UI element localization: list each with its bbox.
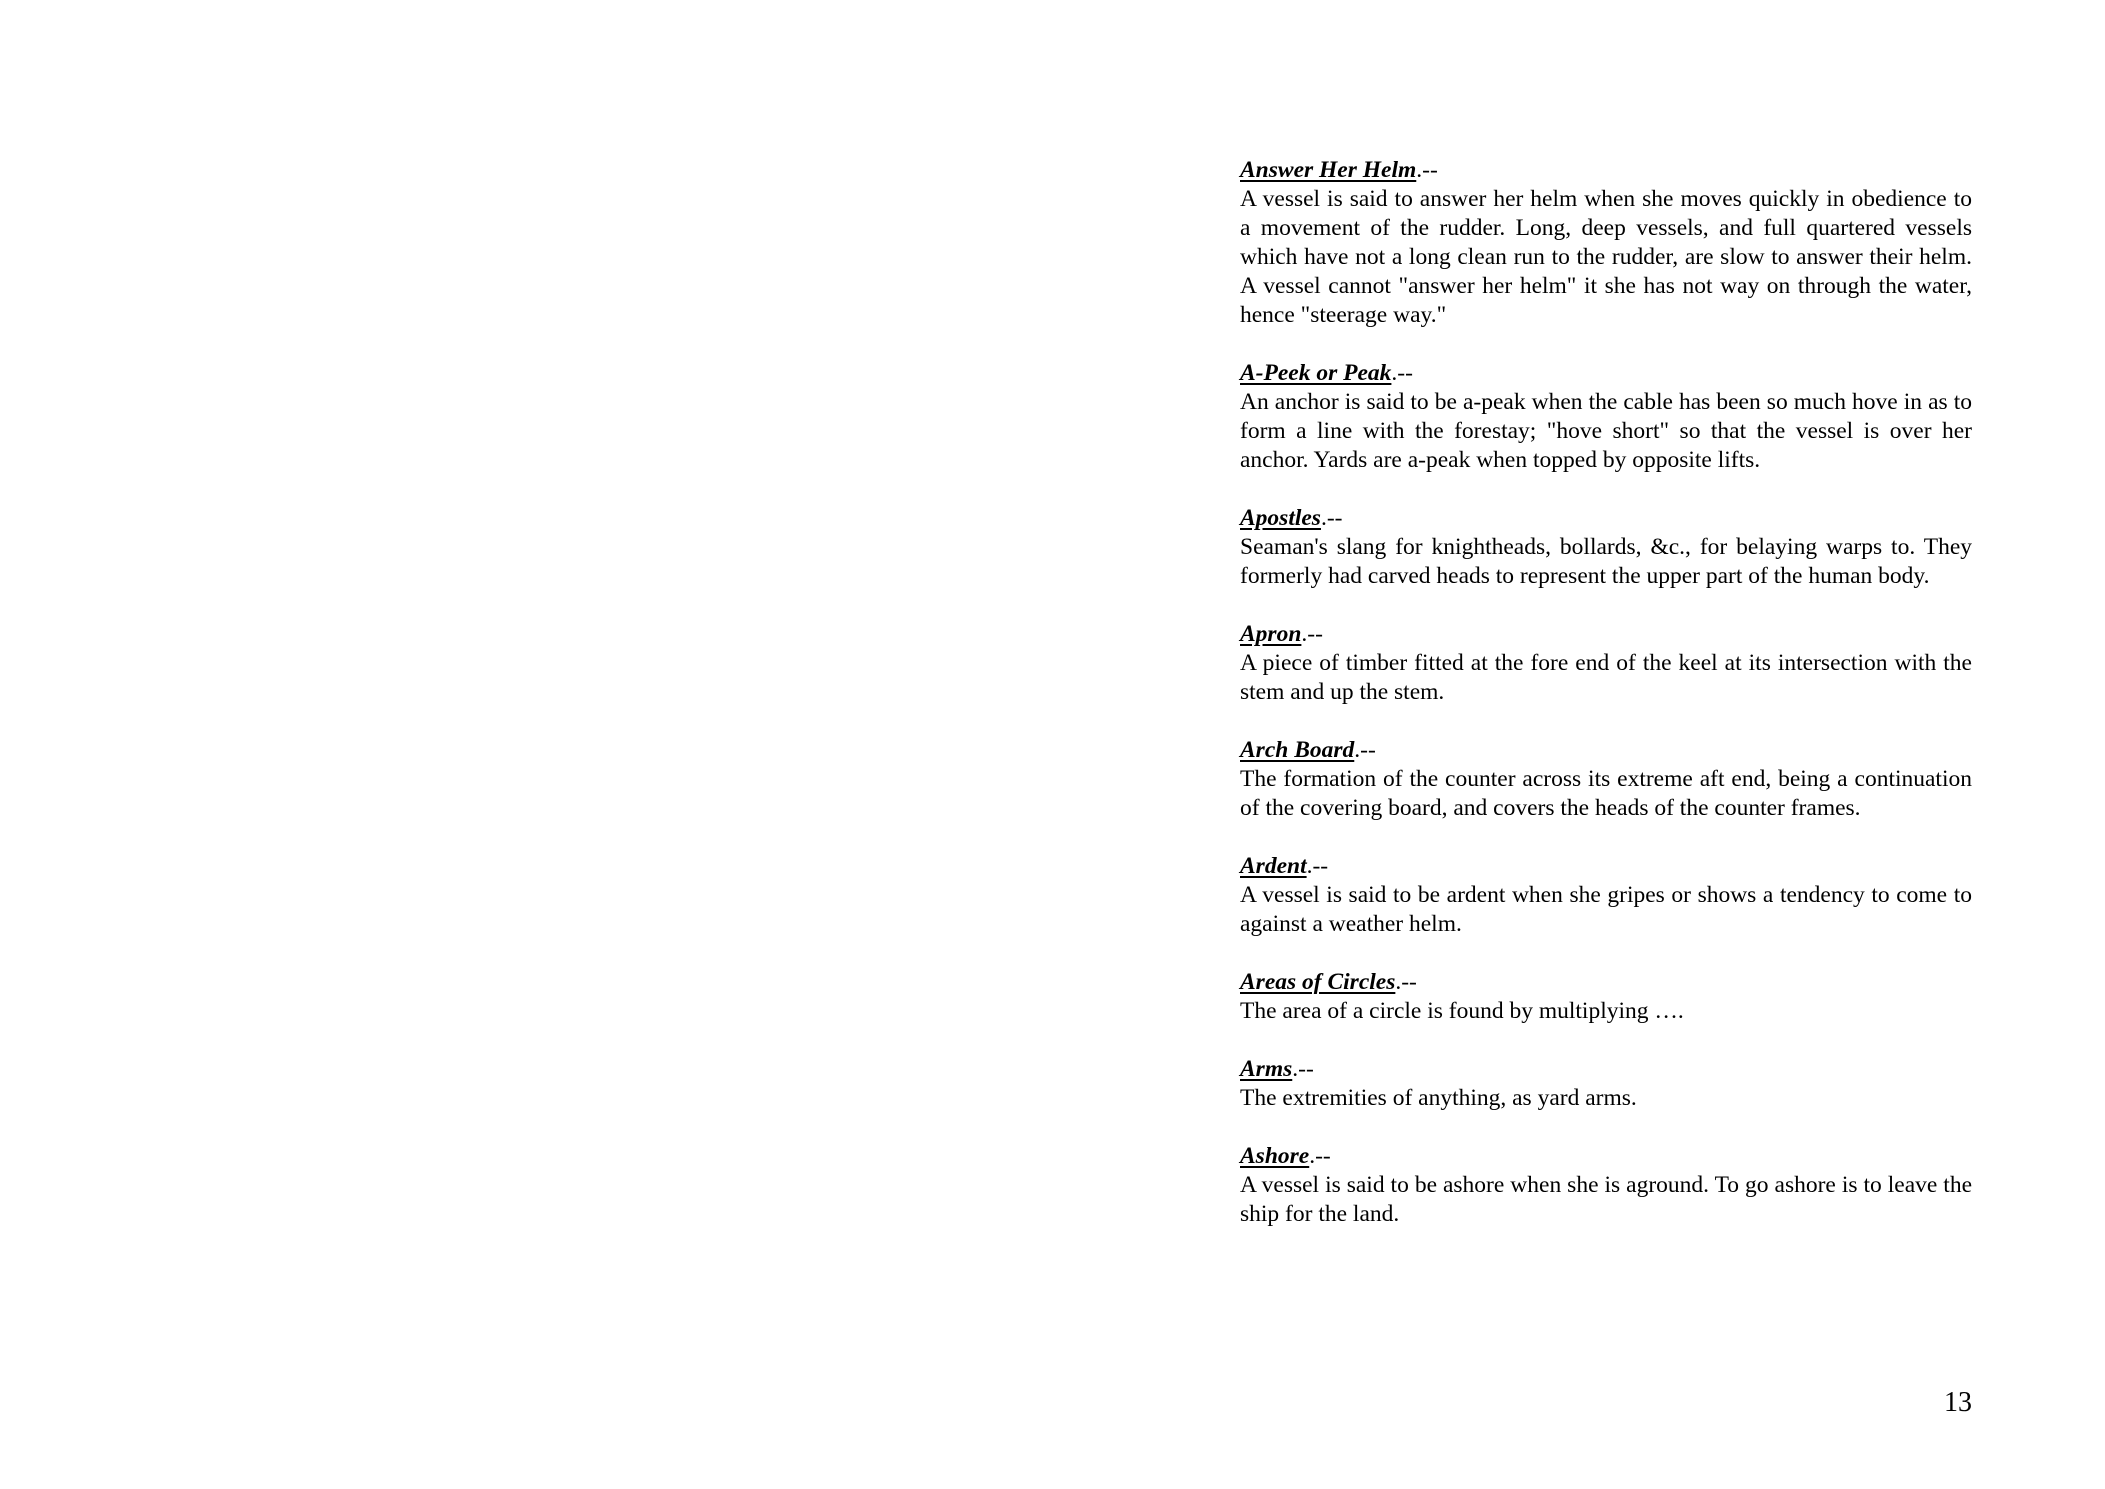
glossary-entry-areas-of-circles xyxy=(1240,968,1972,1026)
glossary-entry-apron xyxy=(1240,620,1972,707)
glossary-entry-ardent xyxy=(1240,852,1972,939)
entry-term: Apostles xyxy=(1240,505,1321,531)
entry-term: Apron xyxy=(1240,621,1302,647)
entry-term-suffix: .-- xyxy=(1391,360,1413,386)
entry-definition: The extremities of anything, as yard arms. xyxy=(1240,1085,1637,1111)
entry-term: Answer Her Helm xyxy=(1240,157,1417,183)
entry-term: Ardent xyxy=(1240,853,1307,879)
entry-term-suffix: .-- xyxy=(1309,1143,1331,1169)
glossary-column xyxy=(1240,156,1972,1258)
entry-term: Areas of Circles xyxy=(1240,969,1396,995)
glossary-entry-arms xyxy=(1240,1055,1972,1113)
entry-heading xyxy=(1240,968,1972,997)
entry-term-suffix: .-- xyxy=(1320,505,1343,531)
entry-term: Arch Board xyxy=(1240,737,1355,763)
entry-heading xyxy=(1240,156,1972,185)
entry-heading xyxy=(1240,620,1972,649)
entry-definition: Seaman's slang for knightheads, bollards, &c., for belaying warps to. They formerly had carved heads to represent the upper part of the human body. xyxy=(1240,534,1972,589)
entry-definition: A vessel is said to answer her helm when she moves quickly in obedience to a movement of the rudder. Long, deep vessels, and full quartered vessels which have not a long clean run to the rudder, are slow to answer their helm. A vessel cannot "answer her helm" it she has not way on through the water, hence "steerage way." xyxy=(1240,186,1972,328)
entry-definition: A vessel is said to be ashore when she is aground. To go ashore is to leave the ship for the land. xyxy=(1240,1172,1972,1227)
glossary-entry-a-peek-or-peak xyxy=(1240,359,1972,475)
entry-term-suffix: .-- xyxy=(1416,157,1438,183)
entry-term-suffix: .-- xyxy=(1292,1056,1314,1082)
entry-heading xyxy=(1240,504,1972,533)
entry-term-suffix: .-- xyxy=(1301,621,1323,647)
entry-heading xyxy=(1240,852,1972,881)
entry-heading xyxy=(1240,1055,1972,1084)
entry-definition: A piece of timber fitted at the fore end of the keel at its intersection with the stem and up the stem. xyxy=(1240,650,1972,705)
entry-heading xyxy=(1240,1142,1972,1171)
entry-term: A-Peek or Peak xyxy=(1240,360,1392,386)
entry-heading xyxy=(1240,736,1972,765)
entry-heading xyxy=(1240,359,1972,388)
page-number: 13 xyxy=(1944,1387,1972,1418)
entry-term-suffix: .-- xyxy=(1395,969,1417,995)
entry-definition: The formation of the counter across its extreme aft end, being a continuation of the covering board, and covers the heads of the counter frames. xyxy=(1240,766,1972,821)
entry-term-suffix: .-- xyxy=(1354,737,1376,763)
entry-term: Arms xyxy=(1240,1056,1293,1082)
entry-term: Ashore xyxy=(1240,1143,1310,1169)
entry-definition: The area of a circle is found by multiplying …. xyxy=(1240,998,1684,1024)
entry-term-suffix: .-- xyxy=(1306,853,1329,879)
glossary-entry-ashore xyxy=(1240,1142,1972,1229)
entry-definition: An anchor is said to be a-peak when the cable has been so much hove in as to form a line with the forestay; "hove short" so that the vessel is over her anchor. Yards are a-peak when topped by opposite lifts. xyxy=(1240,389,1972,473)
glossary-entry-apostles xyxy=(1240,504,1972,591)
glossary-entry-answer-her-helm xyxy=(1240,156,1972,330)
entry-definition: A vessel is said to be ardent when she gripes or shows a tendency to come to against a weather helm. xyxy=(1240,882,1972,937)
glossary-entry-arch-board xyxy=(1240,736,1972,823)
